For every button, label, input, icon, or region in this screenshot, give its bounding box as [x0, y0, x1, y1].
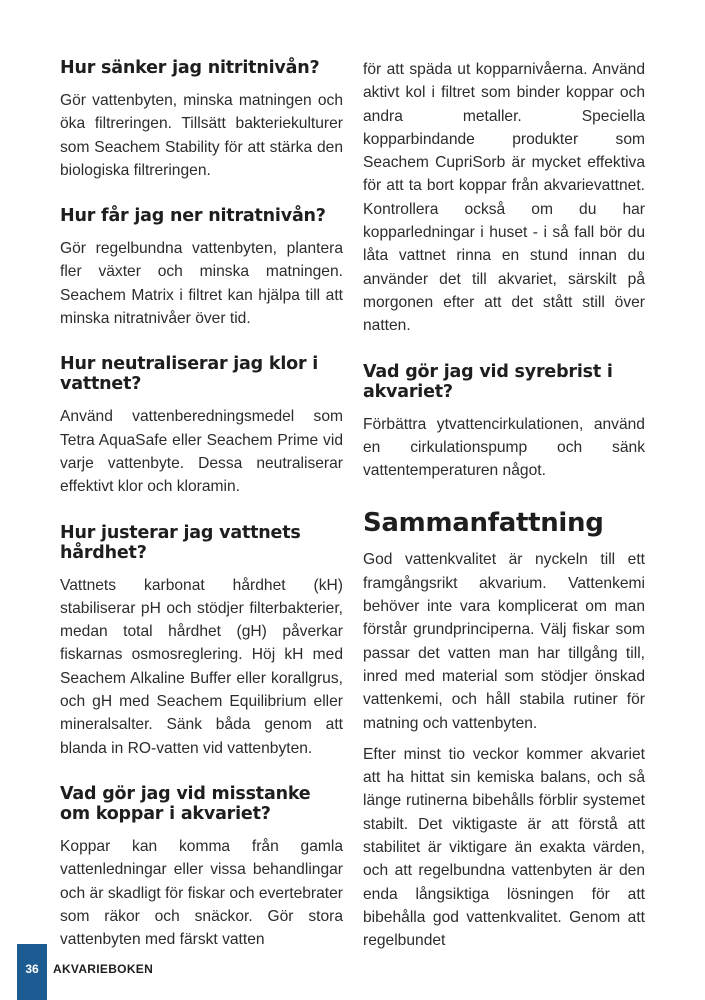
- page-number: 36: [25, 962, 39, 976]
- book-title: AKVARIEBOKEN: [53, 962, 154, 976]
- faq-hardness: [60, 523, 343, 760]
- section-heading: Vad gör jag vid misstanke om koppar i akvariet?: [60, 783, 311, 824]
- faq-nitrate: [60, 206, 343, 330]
- section-body: Gör regelbundna vattenbyten, plantera fler växter och minska matningen. Seachem Matrix i filtret kan hjälpa till att minska nitratnivåer över tid.: [60, 240, 343, 328]
- faq-copper: [60, 784, 343, 951]
- faq-copper-continued: [363, 58, 645, 338]
- left-column: [60, 58, 343, 951]
- summary-section: [363, 508, 645, 952]
- faq-nitrite: [60, 58, 343, 182]
- section-body: för att späda ut kopparnivåerna. Använd aktivt kol i filtret som binder koppar och andra metaller. Speciella kopparbindande produkter som Seachem CupriSorb är mycket effektiva för att ta bort koppar från akvarievattnet. Kontrollera också om du har kopparledningar i huset - i så fall bör du låta vattnet rinna en stund innan du använder det till akvariet, särskilt på morgonen efter att det stått still över natten.: [363, 61, 645, 335]
- section-heading: Hur justerar jag vattnets hårdhet?: [60, 522, 301, 563]
- summary-paragraph-2: Efter minst tio veckor kommer akvariet att ha hittat sin kemiska balans, och så länge rutinerna bibehålls förblir systemet stabilt. Det viktigaste är att förstå att stabilitet är viktigare än exakta värden, och att regelbundna vattenbyten är den enda långsiktiga lösningen för att bibehålla god vattenkvalitet. Genom att regelbundet: [363, 745, 645, 950]
- section-body: Koppar kan komma från gamla vattenledningar eller vissa behandlingar och är skadligt för fiskar och evertebrater som räkor och snäckor. Gör stora vattenbyten med färskt vatten: [60, 837, 343, 949]
- section-body: Vattnets karbonat hårdhet (kH) stabiliserar pH och stödjer filterbakterier, medan total hårdhet (gH) påverkar fiskarnas osmosreglering. Höj kH med Seachem Alkaline Buffer eller korallgrus, och gH med Seachem Equilibrium eller mineralsalter. Sänk båda genom att blanda in RO-vatten vid vattenbyten.: [60, 576, 343, 757]
- right-column: [363, 58, 645, 953]
- section-heading: Vad gör jag vid syrebrist i akvariet?: [363, 361, 613, 402]
- section-body: Förbättra ytvattencirkulationen, använd en cirkulationspump och sänk vattentemperaturen något.: [363, 415, 645, 480]
- summary-heading: Sammanfattning: [363, 508, 604, 539]
- faq-chlorine: [60, 354, 343, 498]
- section-heading: Hur får jag ner nitratnivån?: [60, 206, 326, 227]
- section-heading: Hur neutraliserar jag klor i vattnet?: [60, 354, 319, 395]
- section-body: Gör vattenbyten, minska matningen och öka filtreringen. Tillsätt bakteriekulturer som Seachem Stability för att stärka den biologiska filtreringen.: [60, 92, 343, 179]
- faq-oxygen: [363, 362, 645, 483]
- section-body: Använd vattenberedningsmedel som Tetra AquaSafe eller Seachem Prime vid varje vattenbyte. Dessa neutraliserar effektivt klor och kloramin.: [60, 408, 343, 496]
- summary-paragraph-1: God vattenkvalitet är nyckeln till ett framgångsrikt akvarium. Vattenkemi behöver inte vara komplicerat om man förstår grundprinciperna. Välj fiskar som passar det vatten man har tillgång till, inred med material som stödjer önskad vattenkemi, och håll stabila rutiner för matning och vattenbyten.: [363, 551, 645, 732]
- section-heading: Hur sänker jag nitritnivån?: [60, 58, 320, 78]
